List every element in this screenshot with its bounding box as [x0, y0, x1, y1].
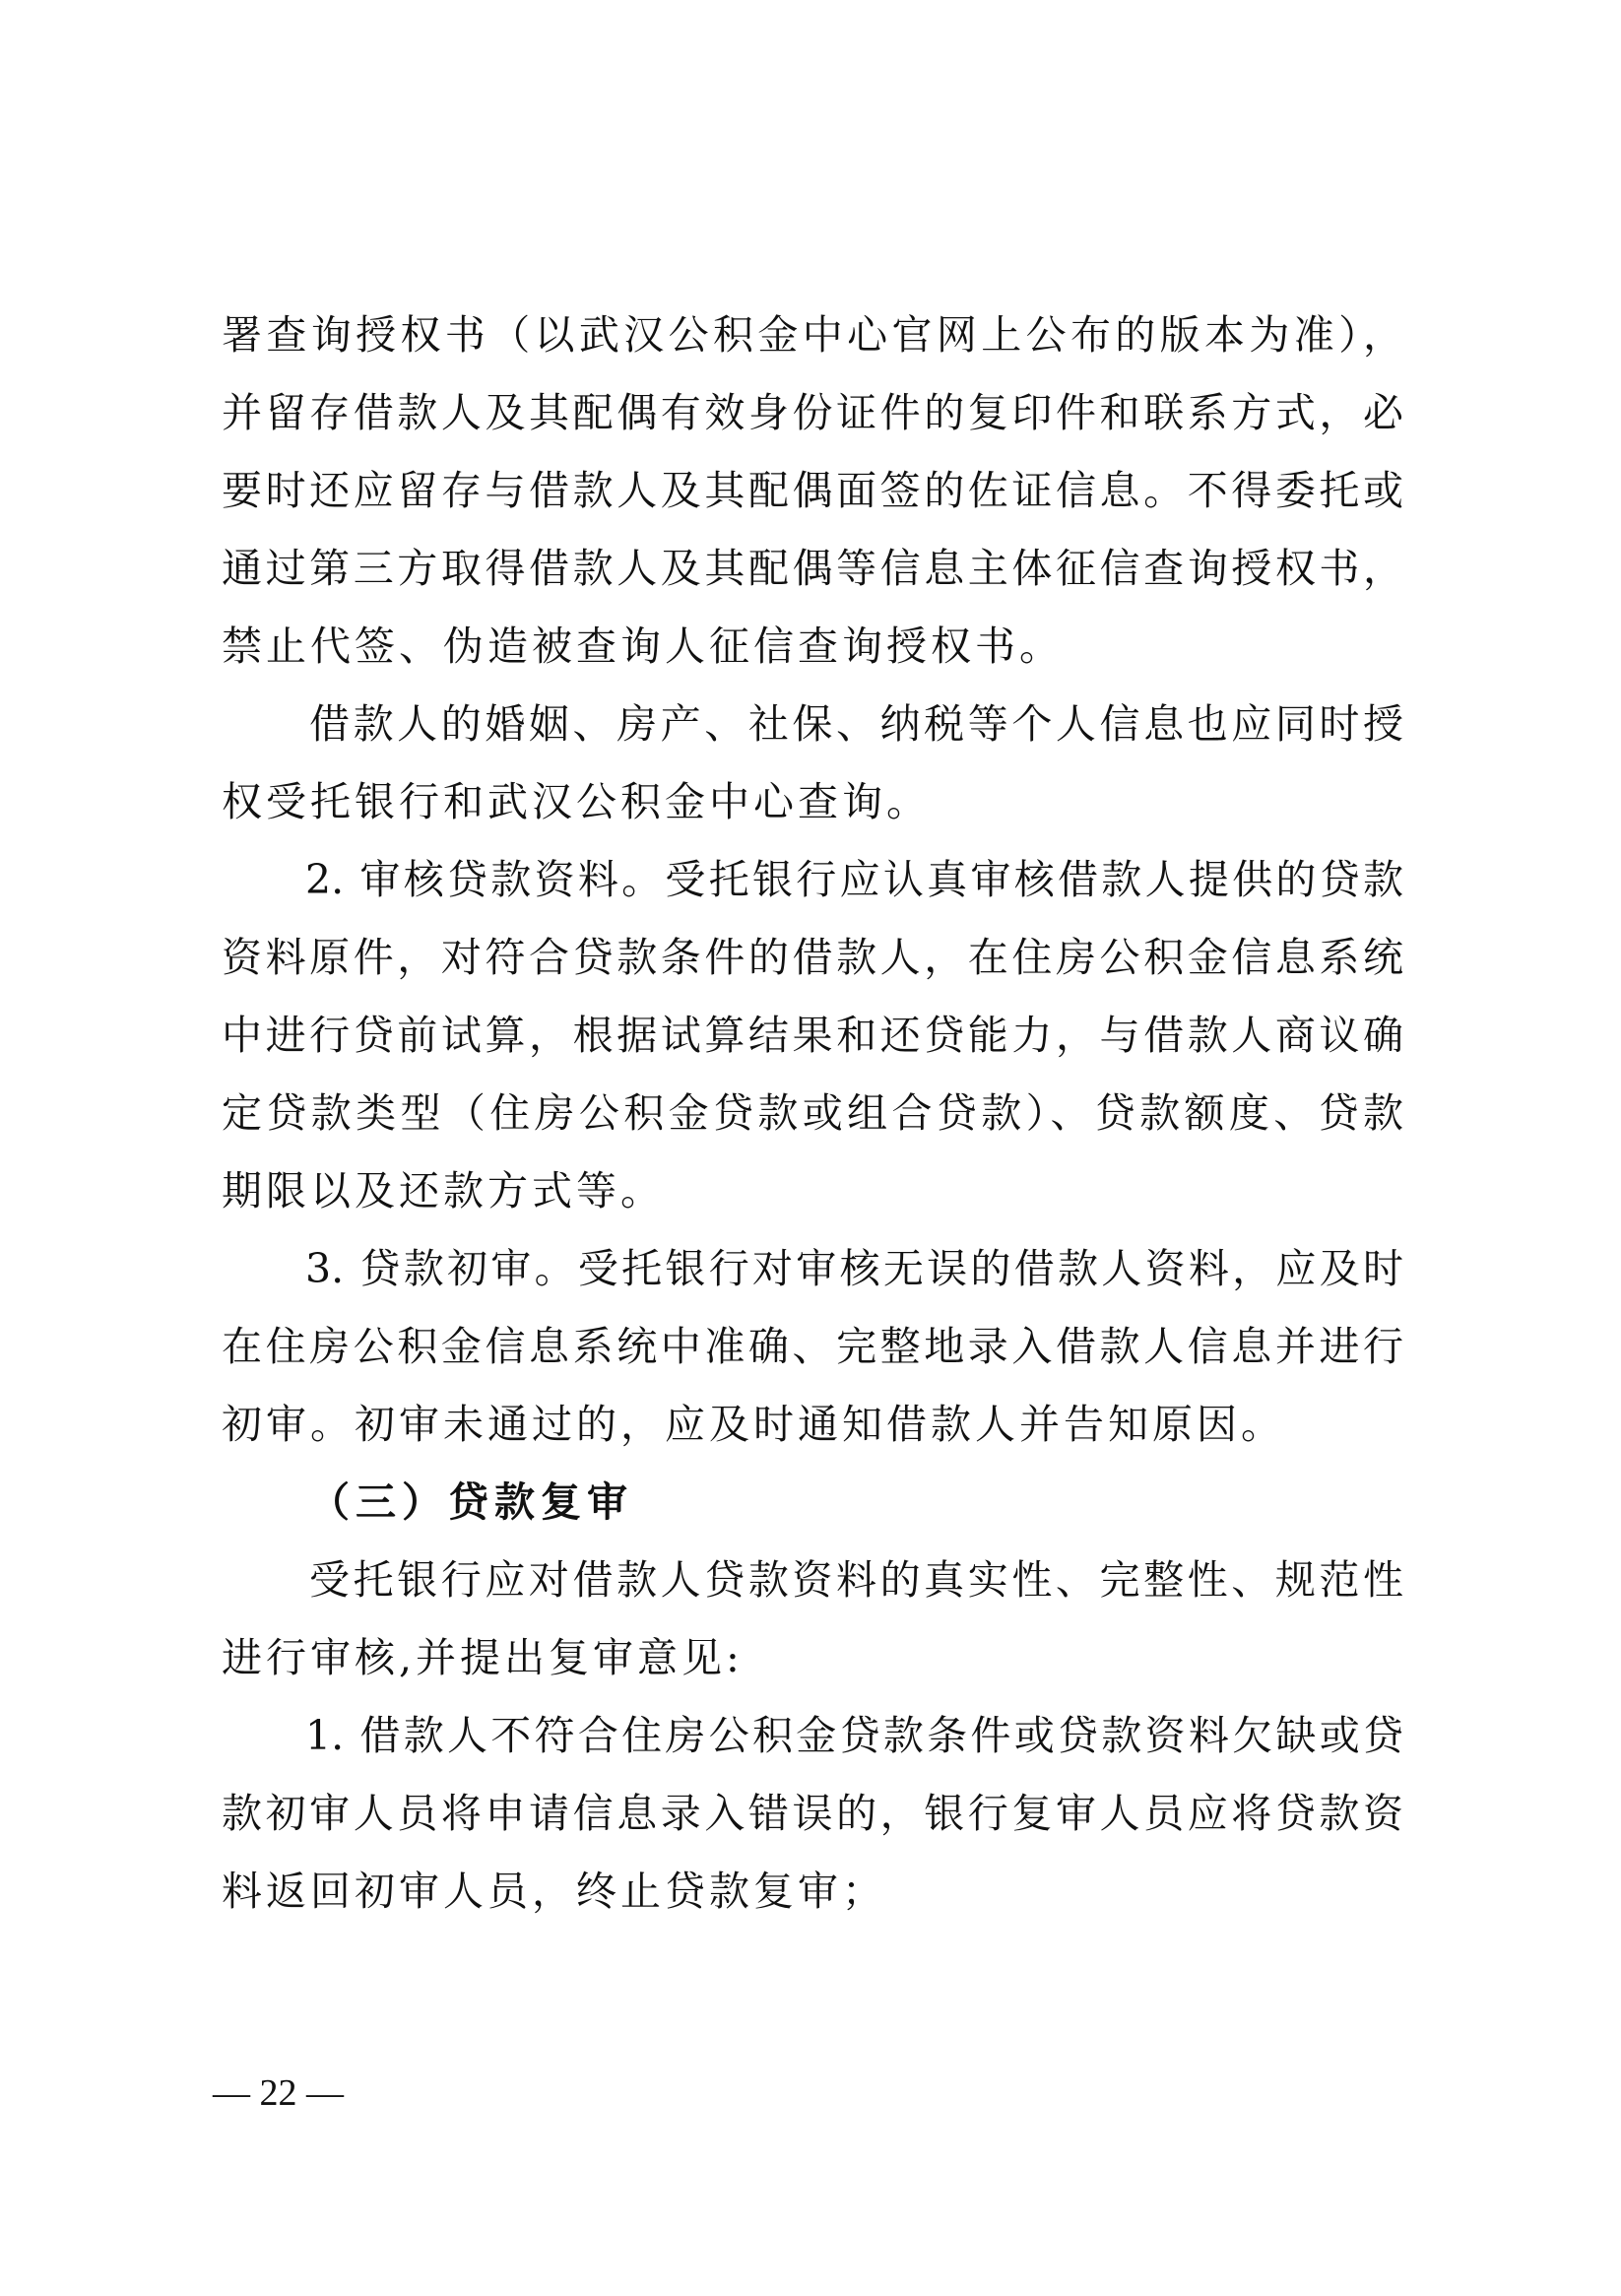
text-line: 料返回初审人员，终止贷款复审； [222, 1868, 886, 1915]
text-line: 资料原件，对符合贷款条件的借款人，在住房公积金信息系统 [222, 934, 1403, 981]
text-line: 期限以及还款方式等。 [222, 1167, 665, 1214]
text-line: 在住房公积金信息系统中准确、完整地录入借款人信息并进行 [222, 1323, 1403, 1370]
paragraph-first-line: 受托银行应对借款人贷款资料的真实性、完整性、规范性 [309, 1556, 1403, 1604]
text-line: 中进行贷前试算，根据试算结果和还贷能力，与借款人商议确 [222, 1012, 1403, 1059]
text-line: 并留存借款人及其配偶有效身份证件的复印件和联系方式，必 [222, 389, 1403, 436]
text-line: 款初审人员将申请信息录入错误的，银行复审人员应将贷款资 [222, 1790, 1403, 1837]
text-line: 要时还应留存与借款人及其配偶面签的佐证信息。不得委托或 [222, 467, 1403, 514]
text-line: 初审。初审未通过的，应及时通知借款人并告知原因。 [222, 1401, 1285, 1448]
paragraph-first-line: 2. 审核贷款资料。受托银行应认真审核借款人提供的贷款 [305, 856, 1403, 903]
paragraph-first-line: 借款人的婚姻、房产、社保、纳税等个人信息也应同时授 [309, 700, 1403, 748]
text-line: 署查询授权书（以武汉公积金中心官网上公布的版本为准）， [222, 311, 1403, 359]
text-line: 定贷款类型（住房公积金贷款或组合贷款）、贷款额度、贷款 [222, 1089, 1403, 1137]
paragraph-first-line: 1. 借款人不符合住房公积金贷款条件或贷款资料欠缺或贷 [305, 1712, 1403, 1759]
page-number: — 22 — [213, 2072, 344, 2114]
section-heading: （三）贷款复审 [309, 1478, 633, 1526]
text-line: 禁止代签、伪造被查询人征信查询授权书。 [222, 623, 1064, 670]
text-line: 进行审核,并提出复审意见: [222, 1634, 744, 1681]
paragraph-first-line: 3. 贷款初审。受托银行对审核无误的借款人资料，应及时 [305, 1245, 1403, 1292]
text-line: 通过第三方取得借款人及其配偶等信息主体征信查询授权书， [222, 545, 1403, 592]
text-line: 权受托银行和武汉公积金中心查询。 [222, 778, 931, 825]
